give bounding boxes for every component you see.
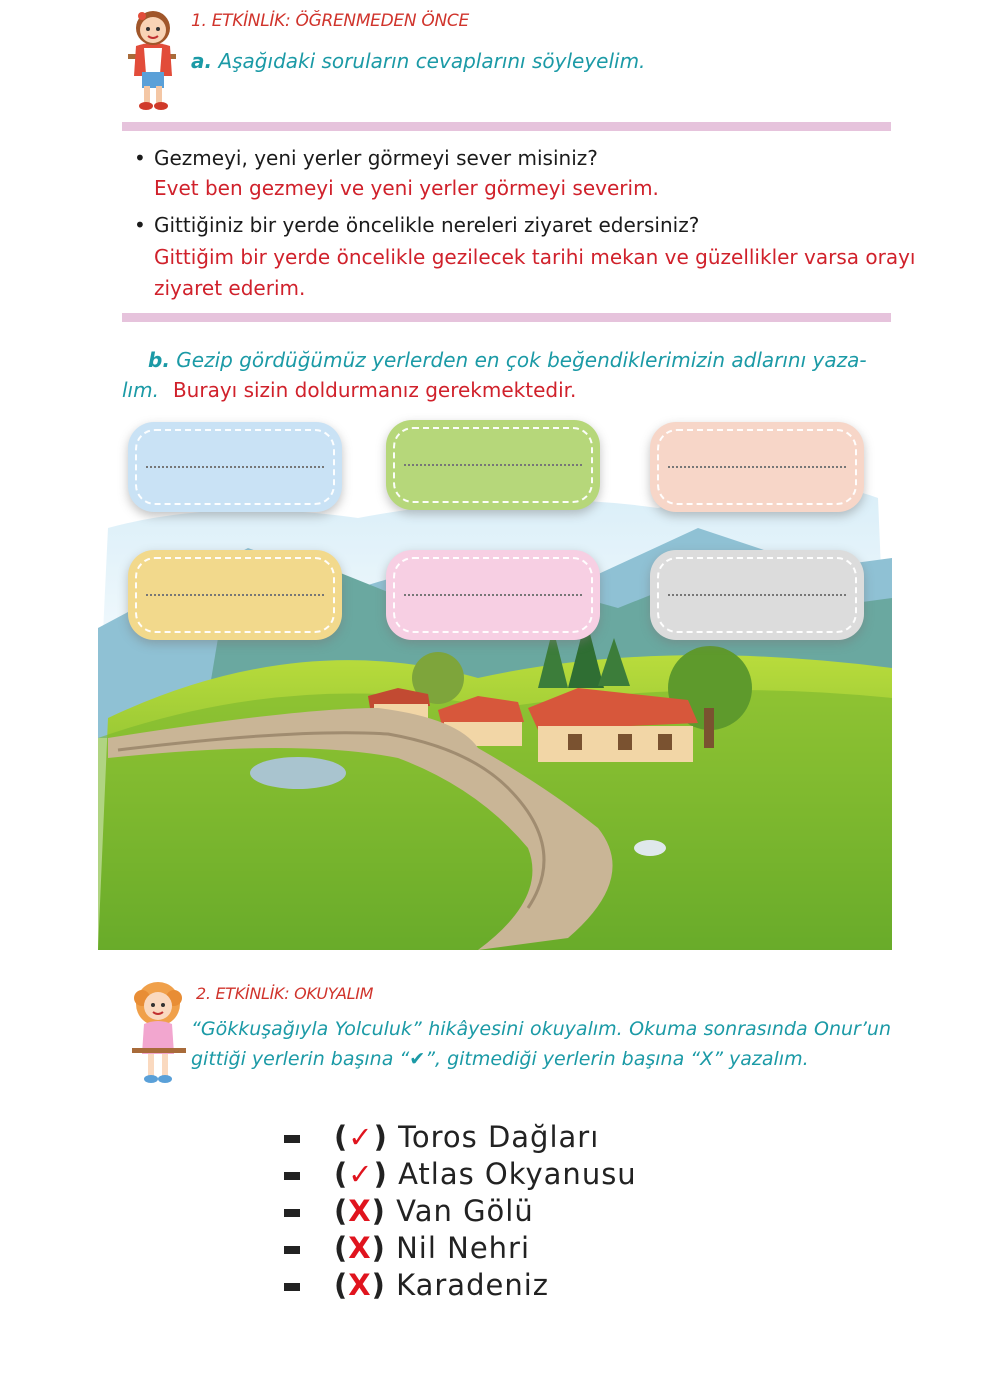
dotted-line xyxy=(404,464,582,466)
card-blank-4[interactable] xyxy=(128,550,342,640)
b-text-line2: lım. xyxy=(122,378,159,402)
question-1-text: Gezmeyi, yeni yerler görmeyi sever misiniz? xyxy=(154,146,598,170)
cross-mark-icon: X xyxy=(348,1231,372,1265)
list-item: (X) Van Gölü xyxy=(284,1194,637,1231)
check-mark-icon: ✓ xyxy=(348,1120,374,1154)
card-blank-6[interactable] xyxy=(650,550,864,640)
place-name: Atlas Okyanusu xyxy=(398,1157,637,1191)
b-label: b. xyxy=(148,348,170,372)
activity1-a-instruction xyxy=(191,49,645,73)
dotted-line xyxy=(404,594,582,596)
dotted-line xyxy=(668,594,846,596)
card-blank-1[interactable] xyxy=(128,422,342,512)
list-item: (✓) Atlas Okyanusu xyxy=(284,1157,637,1194)
dotted-line xyxy=(146,594,324,596)
card-blank-3[interactable] xyxy=(650,422,864,512)
b-text-line1: Gezip gördüğümüz yerlerden en çok beğendiklerimizin adlarını yaza- xyxy=(176,348,867,372)
bullet-square xyxy=(284,1135,300,1143)
bullet: • xyxy=(134,213,146,237)
activity2-heading: 2. ETKİNLİK: OKUYALIM xyxy=(196,984,374,1003)
activity2-instruction: “Gökkuşağıyla Yolculuk” hikâyesini okuyalım. Okuma sonrasında Onur’un gittiği yerlerin başına “✔”, gitmediği yerlerin başına “X” yazalım. xyxy=(191,1018,891,1070)
check-mark-icon: ✓ xyxy=(348,1157,374,1191)
landscape-illustration xyxy=(98,438,892,950)
activity1-b-instruction xyxy=(122,345,894,405)
bullet: • xyxy=(134,146,146,170)
bullet-square xyxy=(284,1283,300,1291)
list-item: (✓) Toros Dağları xyxy=(284,1120,637,1157)
list-item: (X) Karadeniz xyxy=(284,1268,637,1305)
places-checklist xyxy=(284,1120,637,1305)
b-answer: Burayı sizin doldurmanız gerekmektedir. xyxy=(172,378,577,402)
dotted-line xyxy=(668,466,846,468)
divider-top xyxy=(122,122,891,131)
girl-character-icon xyxy=(120,6,186,114)
dotted-line xyxy=(146,466,324,468)
bullet-square xyxy=(284,1246,300,1254)
place-name: Van Gölü xyxy=(396,1194,534,1228)
bullet-square xyxy=(284,1209,300,1217)
question-2 xyxy=(134,213,699,237)
curly-girl-character-icon xyxy=(128,978,190,1088)
cross-mark-icon: X xyxy=(348,1268,372,1302)
answer-2-line2: ziyaret ederim. xyxy=(154,276,306,300)
question-2-text: Gittiğiniz bir yerde öncelikle nereleri ziyaret edersiniz? xyxy=(154,213,700,237)
card-blank-5[interactable] xyxy=(386,550,600,640)
place-name: Karadeniz xyxy=(396,1268,549,1302)
list-item: (X) Nil Nehri xyxy=(284,1231,637,1268)
question-1 xyxy=(134,146,598,170)
place-name: Toros Dağları xyxy=(398,1120,600,1154)
cross-mark-icon: X xyxy=(348,1194,372,1228)
a-label: a. xyxy=(191,49,213,73)
divider-bottom xyxy=(122,313,891,322)
activity1-heading: 1. ETKİNLİK: ÖĞRENMEDEN ÖNCE xyxy=(191,11,469,31)
place-name: Nil Nehri xyxy=(396,1231,531,1265)
answer-1: Evet ben gezmeyi ve yeni yerler görmeyi severim. xyxy=(154,176,659,200)
card-blank-2[interactable] xyxy=(386,420,600,510)
bullet-square xyxy=(284,1172,300,1180)
a-text: Aşağıdaki soruların cevaplarını söyleyelim. xyxy=(218,49,646,73)
answer-2-line1: Gittiğim bir yerde öncelikle gezilecek tarihi mekan ve güzellikler varsa orayı xyxy=(154,245,916,269)
